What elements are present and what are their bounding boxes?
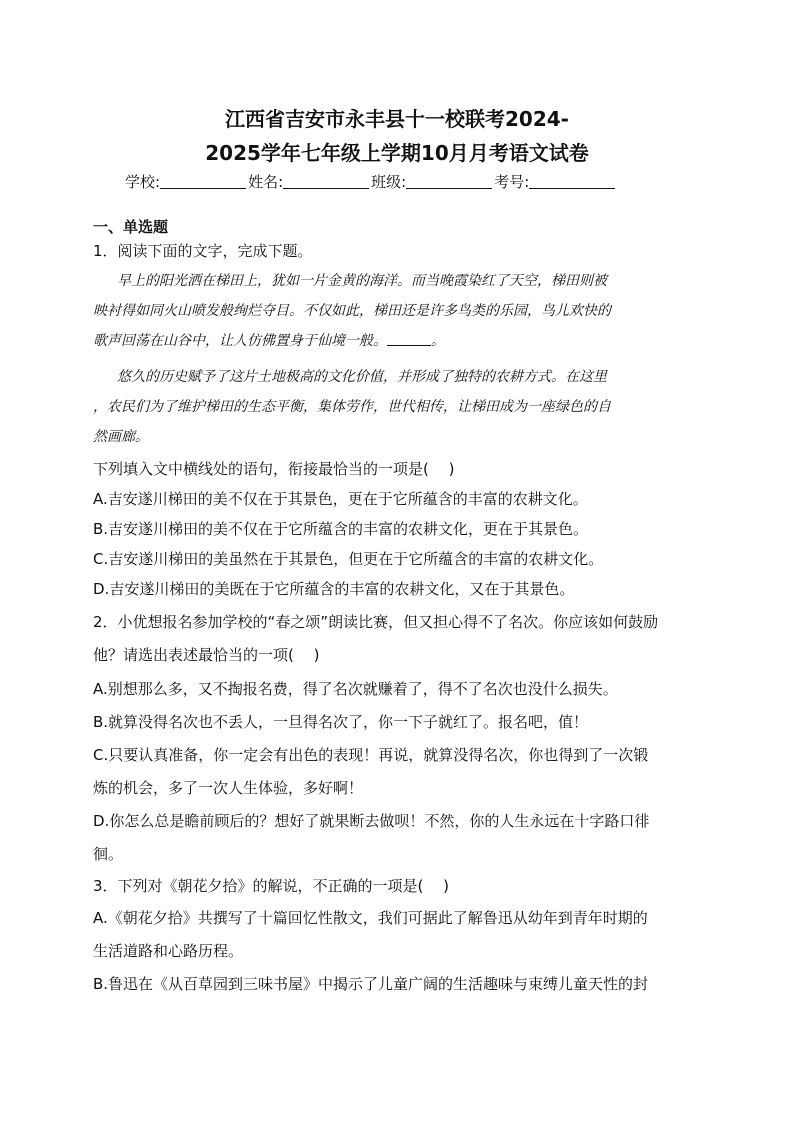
q2-stem-line1: 2．小优想报名参加学校的“春之颂”朗读比赛，但又担心得不了名次。你应该如何鼓励 — [93, 613, 659, 631]
student-info-fields — [125, 171, 617, 192]
q3-option-b-line1[interactable]: B.鲁迅在《从百草园到三味书屋》中揭示了儿童广阔的生活趣味与束缚儿童天性的封 — [93, 975, 649, 993]
passage-line: 歌声回荡在山谷中，让人仿佛置身于仙境一般。 — [93, 333, 387, 349]
fill-in-blank[interactable] — [387, 333, 431, 346]
class-label: 班级: — [371, 173, 407, 191]
school-blank[interactable] — [160, 174, 246, 189]
passage-line: 早上的阳光洒在梯田上，犹如一片金黄的海洋。而当晚霞染红了天空，梯田则被 — [117, 273, 607, 289]
q2-stem-line2: 他？请选出表述最恰当的一项( ) — [93, 646, 320, 664]
q1-stem: 1．阅读下面的文字，完成下题。 — [93, 242, 313, 260]
passage-line: ，农民们为了维护梯田的生态平衡，集体劳作，世代相传，让梯田成为一座绿色的自 — [93, 399, 611, 415]
q2-option-c-line1[interactable]: C.只要认真准备，你一定会有出色的表现！再说，就算没得名次，你也得到了一次锻 — [93, 746, 649, 764]
passage-line: 悠久的历史赋予了这片土地极高的文化价值，并形成了独特的农耕方式。在这里 — [117, 369, 607, 385]
q1-option-c[interactable]: C.吉安遂川梯田的美虽然在于其景色，但更在于它所蕴含的丰富的农耕文化。 — [93, 550, 604, 568]
passage-line-with-blank — [93, 330, 445, 350]
q1-option-d[interactable]: D.吉安遂川梯田的美既在于它所蕴含的丰富的农耕文化，又在于其景色。 — [93, 580, 575, 598]
q2-option-d-line2[interactable]: 徊。 — [93, 845, 124, 863]
q2-option-c-line2[interactable]: 炼的机会，多了一次人生体验，多好啊！ — [93, 779, 364, 797]
passage-line: 然画廊。 — [93, 429, 149, 445]
exam-number-blank[interactable] — [529, 174, 615, 189]
exam-title-line1: 江西省吉安市永丰县十一校联考2024- — [225, 107, 569, 131]
school-label: 学校: — [125, 173, 161, 191]
q2-option-d-line1[interactable]: D.你怎么总是瞻前顾后的？想好了就果断去做呗！不然，你的人生永远在十字路口徘 — [93, 812, 650, 830]
section-heading: 一、单选题 — [93, 218, 169, 236]
q3-stem: 3．下列对《朝花夕拾》的解说，不正确的一项是( ) — [93, 877, 450, 895]
q3-option-a-line2[interactable]: 生活道路和心路历程。 — [93, 942, 244, 960]
name-field — [248, 171, 371, 192]
q1-option-b[interactable]: B.吉安遂川梯田的美不仅在于它所蕴含的丰富的农耕文化，更在于其景色。 — [93, 520, 589, 538]
passage-line: 映衬得如同火山喷发般绚烂夺目。不仅如此，梯田还是许多鸟类的乐园，鸟儿欢快的 — [93, 303, 611, 319]
q2-option-a[interactable]: A.别想那么多，又不掏报名费，得了名次就赚着了，得不了名次也没什么损失。 — [93, 680, 618, 698]
q2-option-b[interactable]: B.就算没得名次也不丢人，一旦得名次了，你一下子就红了。报名吧，值！ — [93, 713, 589, 731]
school-field — [125, 171, 248, 192]
q3-option-a-line1[interactable]: A.《朝花夕拾》共撰写了十篇回忆性散文，我们可据此了解鲁迅从幼年到青年时期的 — [93, 909, 648, 927]
q1-option-a[interactable]: A.吉安遂川梯田的美不仅在于其景色，更在于它所蕴含的丰富的农耕文化。 — [93, 490, 588, 508]
exam-number-field — [494, 171, 617, 192]
class-blank[interactable] — [406, 174, 492, 189]
name-label: 姓名: — [248, 173, 284, 191]
exam-title-line2: 2025学年七年级上学期10月月考语文试卷 — [205, 141, 589, 165]
passage-line-end: 。 — [431, 333, 445, 349]
name-blank[interactable] — [283, 174, 369, 189]
exam-number-label: 考号: — [494, 173, 530, 191]
q1-question: 下列填入文中横线处的语句，衔接最恰当的一项是( ) — [93, 460, 455, 478]
class-field — [371, 171, 494, 192]
